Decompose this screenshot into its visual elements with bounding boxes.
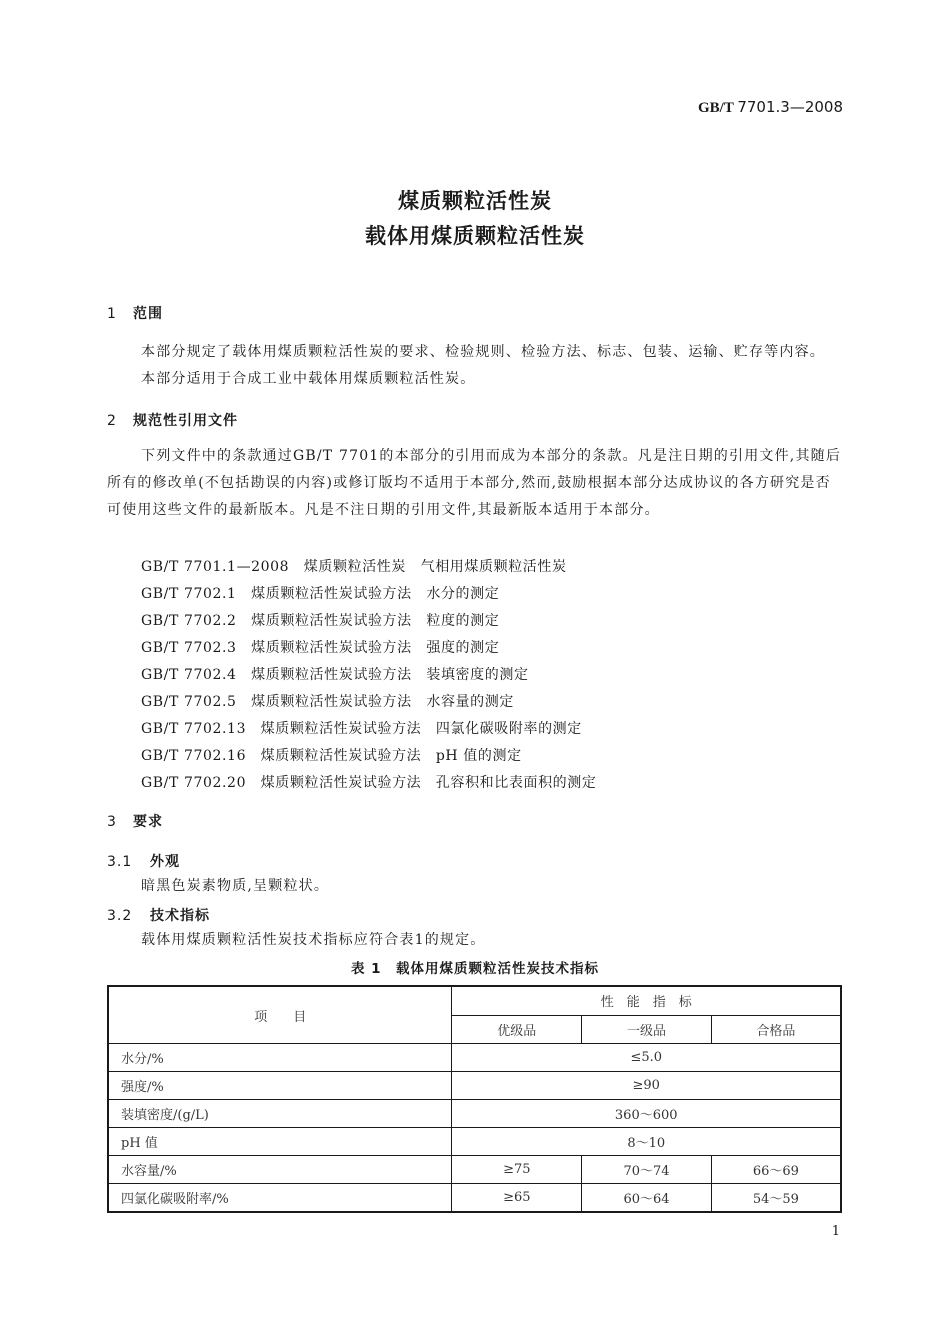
reference-item: GB/T 7702.5 煤质颗粒活性炭试验方法 水容量的测定: [141, 694, 514, 710]
row-value: 66～69: [711, 1156, 841, 1184]
subsection-3-2-heading: [107, 905, 210, 925]
header-item: 项 目: [108, 986, 452, 1044]
page-number: 1: [831, 1224, 840, 1239]
reference-item: GB/T 7702.3 煤质颗粒活性炭试验方法 强度的测定: [141, 640, 500, 656]
section-3-heading: [107, 811, 163, 831]
row-value: ≥90: [452, 1072, 841, 1100]
table-row: [108, 1044, 841, 1072]
row-value: 70～74: [582, 1156, 712, 1184]
section-number: 3: [107, 814, 117, 830]
header-grade: 一级品: [582, 1015, 712, 1044]
standard-code-number: 7701.3—2008: [737, 98, 843, 116]
section-title: 要求: [133, 814, 163, 830]
row-value: ≤5.0: [452, 1044, 841, 1072]
section-1-paragraph-2: 本部分适用于合成工业中载体用煤质颗粒活性炭。: [141, 371, 476, 387]
header-performance: 性 能 指 标: [452, 986, 841, 1015]
section-1-heading: [107, 303, 163, 323]
table-row: [108, 1156, 841, 1184]
row-name: 四氯化碳吸附率/%: [108, 1184, 452, 1213]
table-header-row: [108, 986, 841, 1015]
standard-code: [698, 98, 843, 117]
row-value: 360～600: [452, 1100, 841, 1128]
subsection-number: 3.2: [107, 908, 133, 924]
section-2-paragraph: 下列文件中的条款通过GB/T 7701的本部分的引用而成为本部分的条款。凡是注日期的引用文件,其随后所有的修改单(不包括勘误的内容)或修订版均不适用于本部分,然而,鼓励根据本部分达成协议的各方研究是否可使用这些文件的最新版本。凡是不注日期的引用文件,其最新版本适用于本部分。: [107, 448, 842, 518]
reference-item: GB/T 7702.13 煤质颗粒活性炭试验方法 四氯化碳吸附率的测定: [141, 721, 582, 737]
subsection-title: 外观: [150, 854, 180, 870]
subsection-title: 技术指标: [150, 908, 210, 924]
section-2-heading: [107, 410, 238, 430]
row-name: 水容量/%: [108, 1156, 452, 1184]
header-grade: 优级品: [452, 1015, 582, 1044]
row-value: 54～59: [711, 1184, 841, 1213]
header-grade: 合格品: [711, 1015, 841, 1044]
row-value: ≥65: [452, 1184, 582, 1213]
section-1-paragraph-1: 本部分规定了载体用煤质颗粒活性炭的要求、检验规则、检验方法、标志、包装、运输、贮存等内容。: [141, 344, 825, 360]
spec-table: [107, 985, 842, 1213]
subsection-3-1-text: 暗黑色炭素物质,呈颗粒状。: [141, 878, 330, 894]
row-value: 8～10: [452, 1128, 841, 1156]
document-title-line1: 煤质颗粒活性炭: [398, 189, 552, 213]
standard-code-prefix: GB/T: [698, 100, 734, 116]
section-title: 范围: [133, 306, 163, 322]
table-row: [108, 1072, 841, 1100]
subsection-3-1-heading: [107, 851, 180, 871]
reference-item: GB/T 7702.1 煤质颗粒活性炭试验方法 水分的测定: [141, 586, 500, 602]
reference-item: GB/T 7702.20 煤质颗粒活性炭试验方法 孔容积和比表面积的测定: [141, 775, 597, 791]
row-value: 60～64: [582, 1184, 712, 1213]
subsection-3-2-text: 载体用煤质颗粒活性炭技术指标应符合表1的规定。: [141, 932, 486, 948]
section-title: 规范性引用文件: [133, 413, 238, 429]
row-name: 装填密度/(g/L): [108, 1100, 452, 1128]
section-number: 2: [107, 413, 117, 429]
table-row: [108, 1100, 841, 1128]
row-name: pH 值: [108, 1128, 452, 1156]
table-caption: 表 1 载体用煤质颗粒活性炭技术指标: [350, 961, 600, 977]
row-name: 强度/%: [108, 1072, 452, 1100]
table-row: [108, 1128, 841, 1156]
reference-item: GB/T 7702.16 煤质颗粒活性炭试验方法 pH 值的测定: [141, 748, 522, 764]
section-number: 1: [107, 306, 117, 322]
subsection-number: 3.1: [107, 854, 133, 870]
document-title-line2: 载体用煤质颗粒活性炭: [365, 224, 585, 248]
reference-item: GB/T 7701.1—2008 煤质颗粒活性炭 气相用煤质颗粒活性炭: [141, 559, 567, 575]
row-name: 水分/%: [108, 1044, 452, 1072]
table-row: [108, 1184, 841, 1213]
reference-item: GB/T 7702.2 煤质颗粒活性炭试验方法 粒度的测定: [141, 613, 500, 629]
row-value: ≥75: [452, 1156, 582, 1184]
reference-item: GB/T 7702.4 煤质颗粒活性炭试验方法 装填密度的测定: [141, 667, 529, 683]
